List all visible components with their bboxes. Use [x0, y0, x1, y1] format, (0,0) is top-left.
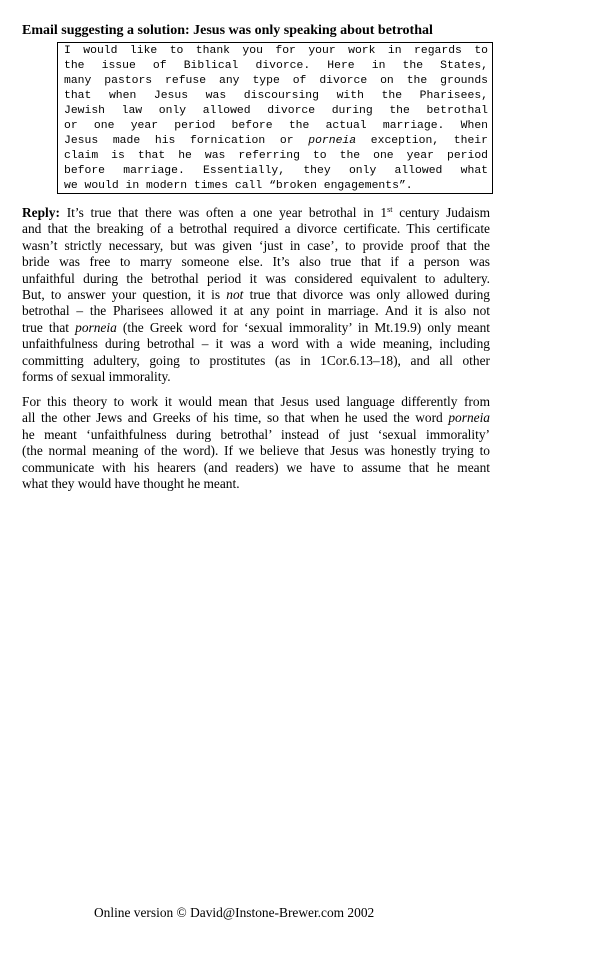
reply-line: forms of sexual immorality. [22, 368, 171, 384]
reply-line [22, 205, 490, 221]
reply-text: But, to answer your question, it is [22, 286, 227, 302]
theory-line: what they would have thought he meant. [22, 475, 240, 491]
email-line: before marriage. Essentially, they only allowed what [64, 165, 488, 177]
email-line: I would like to thank you for your work in regards to [64, 45, 488, 57]
email-line: or one year period before the actual marriage. When [64, 120, 488, 132]
reply-paragraph [22, 205, 490, 385]
reply-text: It’s true that there was often a one year betrothal in 1 [59, 205, 388, 220]
porneia-term: porneia [448, 410, 490, 426]
reply-line: committing adultery, going to prostitutes (as in 1Cor.6.13–18), and all other [22, 352, 490, 368]
reply-text: century Judaism [392, 205, 490, 220]
email-line: Jewish law only allowed divorce during the betrothal [64, 105, 488, 117]
email-line: we would in modern times call “broken engagements”. [64, 180, 413, 192]
reply-line: wasn’t strictly necessary, but was given ‘just in case’, to provide proof that the [22, 237, 490, 253]
reply-text: true that divorce was only allowed during [243, 286, 491, 302]
quoted-email-box [57, 42, 493, 194]
reply-line: unfaithful during the betrothal period it was considered equivalent to adultery. [22, 270, 490, 286]
theory-line: he meant ‘unfaithfulness during betrothal’ instead of just ‘sexual immorality’ [22, 426, 490, 442]
reply-text: true that [22, 319, 76, 335]
porneia-term: porneia [75, 319, 117, 335]
email-line: that when Jesus was discoursing with the Pharisees, [64, 90, 488, 102]
email-line: claim is that he was referring to the one year period [64, 150, 488, 162]
theory-line [22, 410, 490, 426]
email-line: many pastors refuse any type of divorce on the grounds [64, 75, 488, 87]
porneia-term: porneia [308, 135, 357, 147]
theory-line: For this theory to work it would mean that Jesus used language differently from [22, 394, 490, 409]
reply-line [22, 320, 490, 336]
email-line [64, 134, 488, 149]
reply-line: betrothal – the Pharisees allowed it at any point in marriage. And it is also not [22, 303, 490, 319]
reply-line: and that the breaking of a betrothal required a divorce certificate. This certificate [22, 221, 490, 237]
theory-text: all the other Jews and Greeks of his time, so that when he used the word [22, 410, 449, 426]
theory-paragraph [22, 394, 490, 492]
ordinal-superscript: st [387, 205, 393, 214]
footer-copyright: Online version © David@Instone-Brewer.com 2002 [94, 905, 375, 920]
emphasis-not: not [226, 286, 244, 302]
reply-label: Reply: [22, 205, 60, 220]
reply-line: bride was free to marry someone else. It’s also true that if a person was [22, 254, 490, 270]
reply-line: unfaithfulness during betrothal – it was a word with a wide meaning, including [22, 336, 490, 352]
email-line: the issue of Biblical divorce. Here in the States, [64, 60, 488, 72]
reply-line [22, 287, 490, 303]
theory-line: communicate with his hearers (and readers) we have to assume that he meant [22, 459, 490, 475]
reply-text: (the Greek word for ‘sexual immorality’ in Mt.19.9) only meant [116, 319, 490, 335]
email-text: exception, their [356, 135, 488, 147]
theory-line: (the normal meaning of the word). If we believe that Jesus was honestly trying to [22, 443, 490, 459]
email-text: Jesus made his fornication or [64, 135, 309, 147]
email-heading: Email suggesting a solution: Jesus was only speaking about betrothal [22, 23, 433, 38]
